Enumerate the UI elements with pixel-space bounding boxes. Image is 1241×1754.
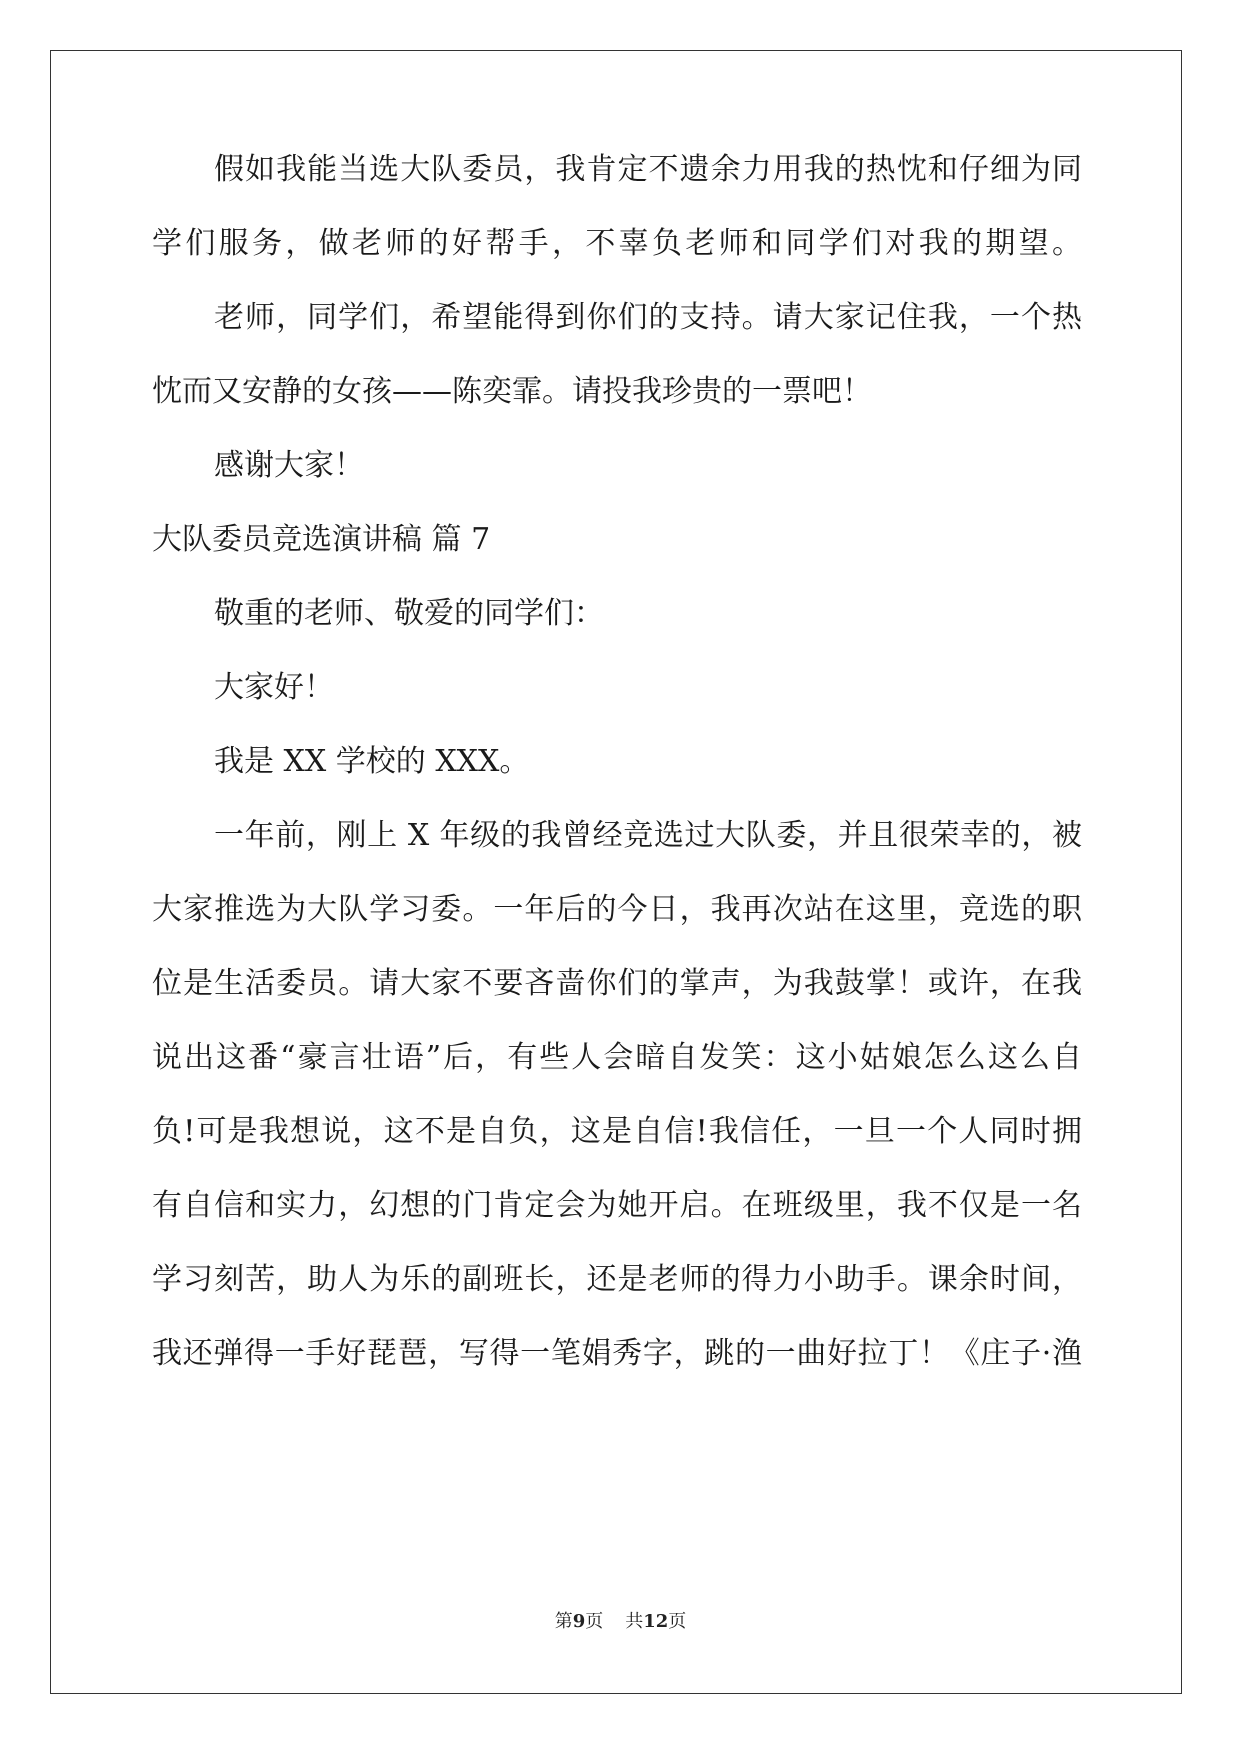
total-suffix: 页	[668, 1611, 687, 1632]
paragraph-line: 说出这番“豪言壮语”后，有些人会暗自发笑：这小姑娘怎么这么自	[152, 1040, 1082, 1075]
salutation-line: 敬重的老师、敬爱的同学们：	[214, 596, 604, 631]
paragraph-line: 感谢大家！	[214, 448, 364, 483]
paragraph-line: 有自信和实力，幻想的门肯定会为她开启。在班级里，我不仅是一名	[152, 1188, 1082, 1223]
page-footer	[0, 1610, 1241, 1634]
paragraph-line: 负!可是我想说，这不是自负，这是自信!我信任，一旦一个人同时拥	[152, 1114, 1082, 1149]
total-pages: 12	[643, 1611, 669, 1632]
paragraph-line: 忱而又安静的女孩——陈奕霏。请投我珍贵的一票吧！	[152, 374, 872, 409]
total-prefix: 共	[625, 1611, 644, 1632]
greeting-line: 大家好！	[214, 670, 334, 705]
paragraph-line: 我是 XX 学校的 XXX。	[214, 744, 530, 779]
paragraph-line: 位是生活委员。请大家不要吝啬你们的掌声，为我鼓掌！或许，在我	[152, 966, 1082, 1001]
paragraph-line: 大家推选为大队学习委。一年后的今日，我再次站在这里，竞选的职	[152, 892, 1082, 927]
paragraph-line: 假如我能当选大队委员，我肯定不遗余力用我的热忱和仔细为同	[214, 152, 1082, 187]
paragraph-line: 老师，同学们，希望能得到你们的支持。请大家记住我，一个热	[214, 300, 1082, 335]
section-heading: 大队委员竞选演讲稿 篇 7	[152, 522, 491, 557]
page-suffix: 页	[585, 1611, 604, 1632]
paragraph-line: 学习刻苦，助人为乐的副班长，还是老师的得力小助手。课余时间，	[152, 1262, 1082, 1297]
page-prefix: 第	[554, 1611, 573, 1632]
page-number: 9	[572, 1611, 586, 1632]
paragraph-line: 一年前，刚上 X 年级的我曾经竞选过大队委，并且很荣幸的，被	[214, 818, 1082, 853]
page-border	[50, 50, 1182, 1694]
paragraph-line: 我还弹得一手好琵琶，写得一笔娟秀字，跳的一曲好拉丁！《庄子·渔	[152, 1336, 1082, 1371]
paragraph-line: 学们服务，做老师的好帮手，不辜负老师和同学们对我的期望。	[152, 226, 1082, 261]
